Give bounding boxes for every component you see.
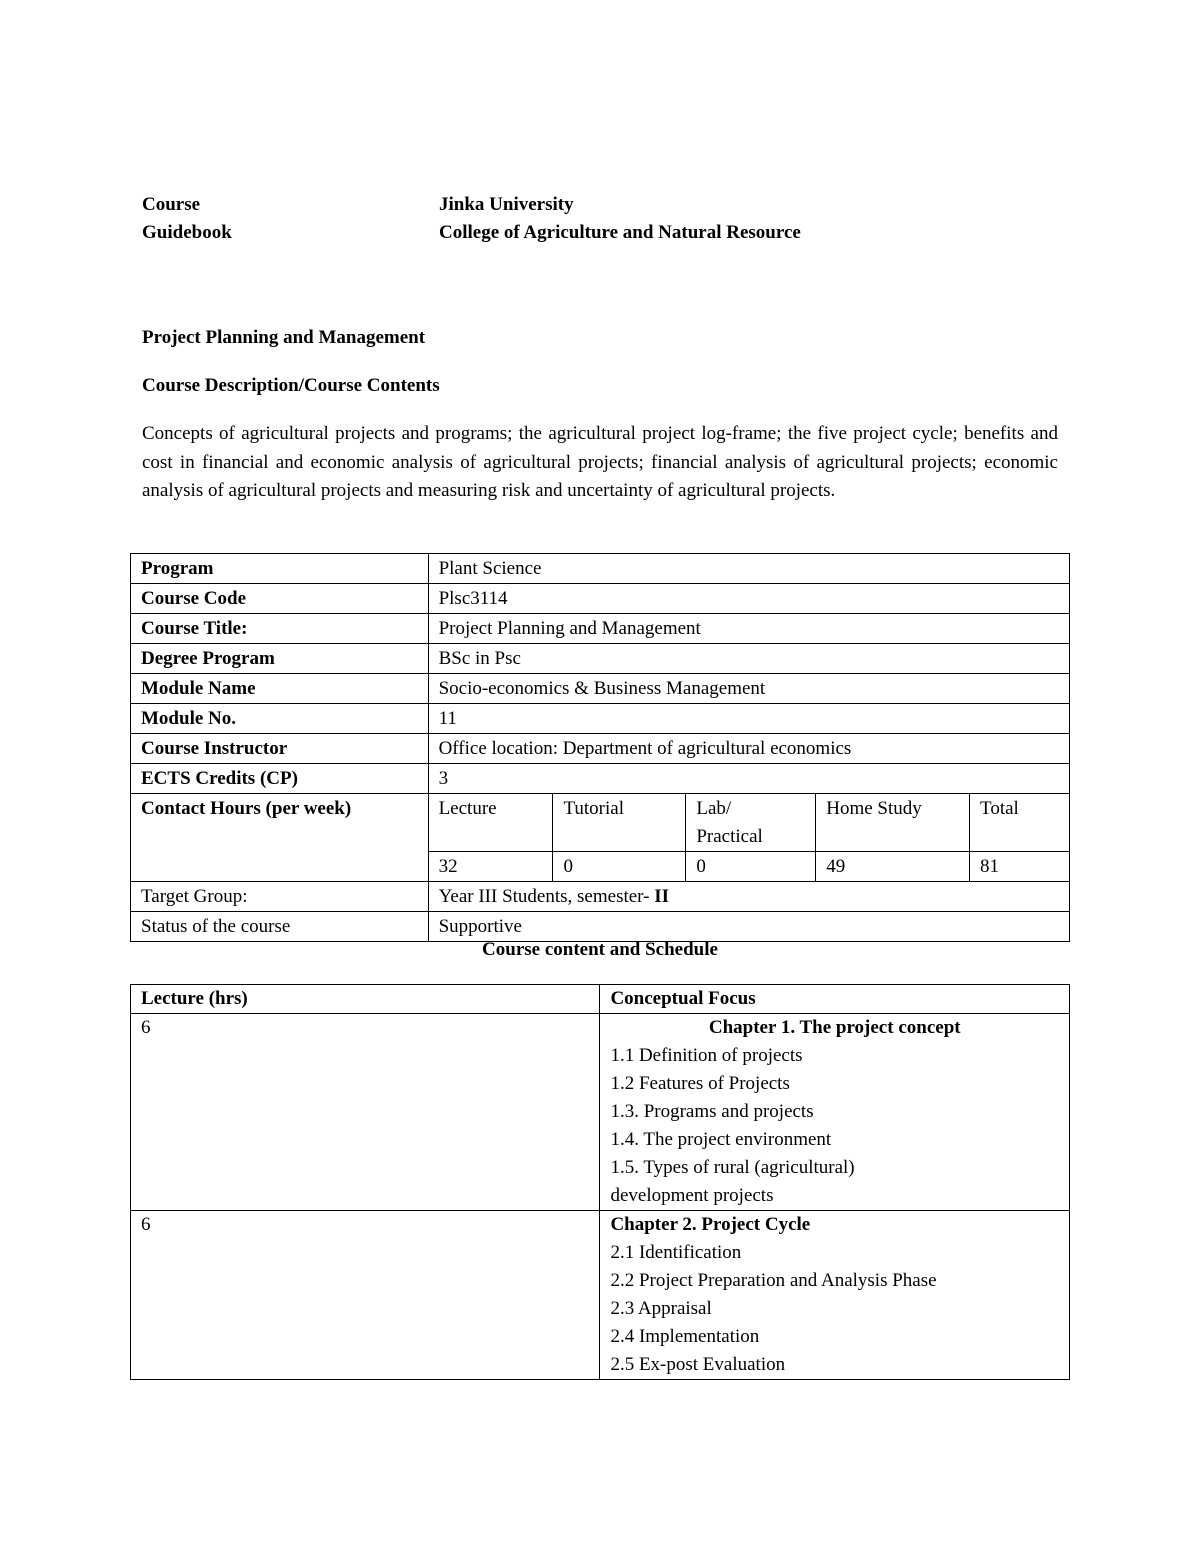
list-item: 1.3. Programs and projects	[610, 1101, 814, 1122]
list-item: 1.1 Definition of projects	[610, 1045, 803, 1066]
info-value: 3	[428, 764, 1069, 794]
table-row	[131, 704, 1070, 734]
schedule-caption: Course content and Schedule	[482, 939, 718, 960]
table-row	[131, 614, 1070, 644]
tutorial-value: 0	[553, 852, 686, 882]
table-row	[131, 734, 1070, 764]
header-guidebook-label: Guidebook	[142, 222, 232, 243]
info-label: Course Instructor	[131, 734, 429, 764]
list-item: 1.4. The project environment	[610, 1129, 832, 1150]
target-group-label: Target Group:	[131, 882, 429, 912]
table-row	[131, 794, 1070, 852]
conceptual-focus-header: Conceptual Focus	[600, 985, 1070, 1014]
info-label: Module No.	[131, 704, 429, 734]
course-description: Concepts of agricultural projects and programs; the agricultural project log-frame; the five project cycle; benefits and cost in financial and economic analysis of agricultural projects; financial analysis of agricultural projects; economic analysis of agricultural projects and measuring risk and uncertainty of agricultural projects.	[142, 423, 1058, 501]
total-header: Total	[970, 794, 1070, 852]
home-study-header: Home Study	[816, 794, 970, 852]
table-header-row	[131, 985, 1070, 1014]
list-item: development projects	[610, 1185, 774, 1206]
tutorial-header: Tutorial	[553, 794, 686, 852]
info-value: Project Planning and Management	[428, 614, 1069, 644]
lab-value: 0	[686, 852, 816, 882]
info-label: Course Code	[131, 584, 429, 614]
header-university: Jinka University	[439, 194, 574, 215]
table-row	[131, 674, 1070, 704]
header-college: College of Agriculture and Natural Resource	[439, 222, 801, 243]
status-label: Status of the course	[131, 912, 429, 942]
table-row	[131, 1014, 1070, 1211]
info-value: Plant Science	[428, 554, 1069, 584]
list-item: 1.2 Features of Projects	[610, 1073, 790, 1094]
lab-practical-header: Lab/ Practical	[686, 794, 816, 852]
table-row	[131, 554, 1070, 584]
list-item: 2.1 Identification	[610, 1242, 742, 1263]
chapter2-hours: 6	[131, 1211, 600, 1380]
page-title: Project Planning and Management	[142, 327, 426, 348]
target-group-value: Year III Students, semester- II	[428, 882, 1069, 912]
table-row	[131, 764, 1070, 794]
chapter2-focus	[600, 1211, 1070, 1380]
chapter2-title: Chapter 2. Project Cycle	[610, 1214, 811, 1235]
lecture-hrs-header: Lecture (hrs)	[131, 985, 600, 1014]
info-value: Office location: Department of agricultural economics	[428, 734, 1069, 764]
info-value: BSc in Psc	[428, 644, 1069, 674]
info-label: Course Title:	[131, 614, 429, 644]
info-label: ECTS Credits (CP)	[131, 764, 429, 794]
table-row	[131, 644, 1070, 674]
list-item: 2.5 Ex-post Evaluation	[610, 1354, 786, 1375]
course-info-table	[130, 553, 1070, 942]
info-label: Degree Program	[131, 644, 429, 674]
contact-hours-label: Contact Hours (per week)	[131, 794, 429, 882]
description-heading: Course Description/Course Contents	[142, 375, 440, 396]
total-value: 81	[970, 852, 1070, 882]
list-item: 2.4 Implementation	[610, 1326, 760, 1347]
list-item: 1.5. Types of rural (agricultural)	[610, 1157, 855, 1178]
info-label: Module Name	[131, 674, 429, 704]
table-row	[131, 584, 1070, 614]
table-row	[131, 1211, 1070, 1380]
info-label: Program	[131, 554, 429, 584]
lecture-value: 32	[428, 852, 553, 882]
list-item: 2.2 Project Preparation and Analysis Phase	[610, 1270, 937, 1291]
status-value: Supportive	[428, 912, 1069, 942]
chapter1-title: Chapter 1. The project concept	[708, 1017, 961, 1038]
home-study-value: 49	[816, 852, 970, 882]
list-item: 2.3 Appraisal	[610, 1298, 712, 1319]
table-row	[131, 882, 1070, 912]
lecture-header: Lecture	[428, 794, 553, 852]
chapter1-hours: 6	[131, 1014, 600, 1211]
info-value: 11	[428, 704, 1069, 734]
header-course-label: Course	[142, 194, 201, 215]
info-value: Socio-economics & Business Management	[428, 674, 1069, 704]
chapter1-focus	[600, 1014, 1070, 1211]
info-value: Plsc3114	[428, 584, 1069, 614]
schedule-table	[130, 984, 1070, 1380]
